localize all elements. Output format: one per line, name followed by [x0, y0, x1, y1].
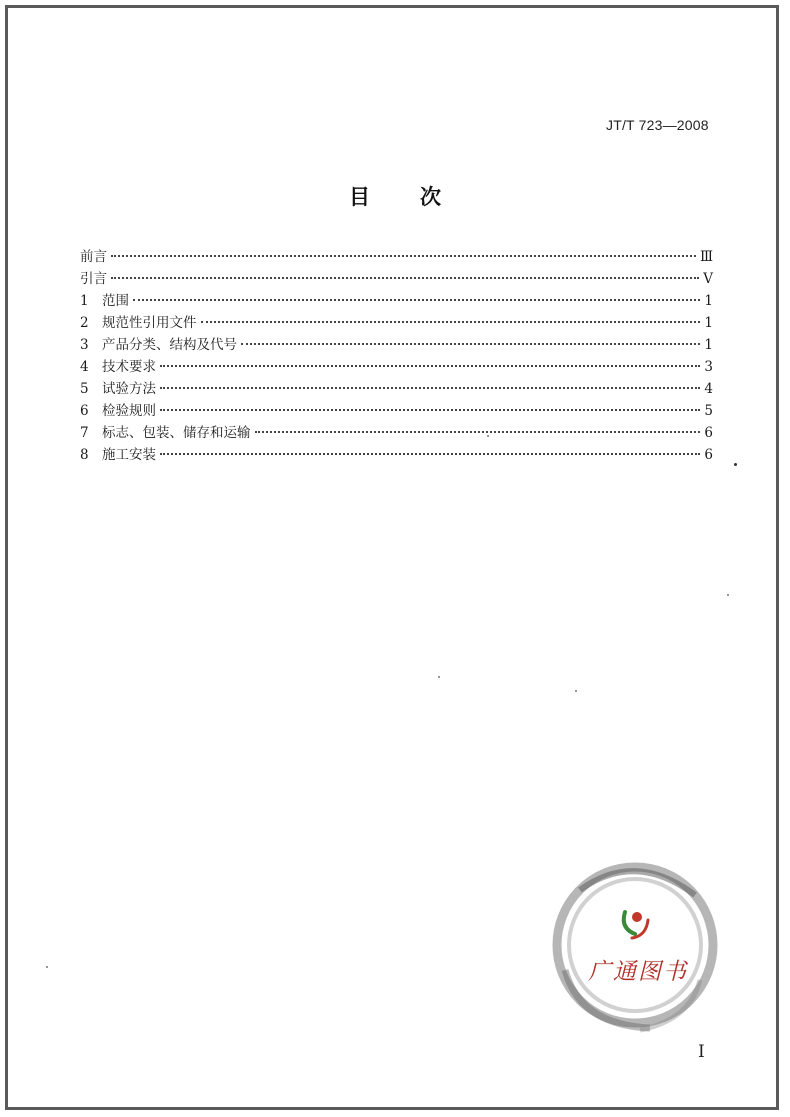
- toc-leader: [160, 409, 700, 411]
- toc-leader: [111, 277, 699, 279]
- toc-leader: [241, 343, 700, 345]
- toc-number: 2: [80, 315, 89, 331]
- scan-speck: [727, 594, 729, 596]
- toc-entry[interactable]: [80, 334, 713, 356]
- toc-page: 1: [704, 293, 713, 309]
- toc-entry[interactable]: [80, 246, 713, 268]
- watermark-logo: [540, 850, 730, 1040]
- toc-label: 前言: [80, 249, 107, 265]
- scan-speck: [487, 435, 489, 437]
- toc-number: 6: [80, 403, 89, 419]
- toc-entry[interactable]: [80, 356, 713, 378]
- toc-label: 试验方法: [102, 381, 156, 397]
- toc-page: 6: [704, 425, 713, 441]
- toc-label: 产品分类、结构及代号: [102, 337, 237, 353]
- title-char-2: 次: [420, 185, 441, 209]
- page-number: I: [698, 1042, 705, 1062]
- scan-speck: [575, 690, 577, 692]
- toc-label: 标志、包装、储存和运输: [102, 425, 251, 441]
- toc-entry[interactable]: [80, 422, 713, 444]
- toc-label: 检验规则: [102, 403, 156, 419]
- toc-page: Ⅲ: [699, 249, 713, 265]
- toc-label: 施工安装: [102, 447, 156, 463]
- toc-number: 5: [80, 381, 89, 397]
- toc-number: 8: [80, 447, 89, 463]
- toc-page: 6: [704, 447, 713, 463]
- toc-number: 3: [80, 337, 89, 353]
- standard-number: JT/T 723—2008: [606, 117, 709, 133]
- toc-entry[interactable]: [80, 268, 713, 290]
- toc-leader: [160, 387, 700, 389]
- toc-page: 5: [704, 403, 713, 419]
- toc-entry[interactable]: [80, 378, 713, 400]
- toc-page: 3: [704, 359, 713, 375]
- toc-entry[interactable]: [80, 444, 713, 466]
- toc-page: 4: [704, 381, 713, 397]
- watermark-stamp: [540, 850, 730, 1040]
- toc-number: 1: [80, 293, 89, 309]
- toc-leader: [201, 321, 701, 323]
- toc-entry[interactable]: [80, 400, 713, 422]
- scan-speck: [46, 966, 48, 968]
- title-char-1: 目: [349, 185, 370, 209]
- toc-entry[interactable]: [80, 312, 713, 334]
- toc-leader: [160, 453, 700, 455]
- toc-page: 1: [704, 315, 713, 331]
- watermark-text: 广通图书: [588, 959, 688, 985]
- toc-leader: [255, 431, 701, 433]
- toc-leader: [160, 365, 700, 367]
- toc-page: 1: [704, 337, 713, 353]
- toc-label: 规范性引用文件: [102, 315, 197, 331]
- page-title: [0, 181, 790, 211]
- scan-speck: [734, 463, 737, 466]
- toc-page: Ⅴ: [703, 271, 713, 287]
- toc-label: 范围: [102, 293, 129, 309]
- toc-leader: [111, 255, 696, 257]
- table-of-contents: [80, 246, 713, 466]
- toc-number: 7: [80, 425, 89, 441]
- toc-label: 引言: [80, 271, 107, 287]
- scan-speck: [438, 676, 440, 678]
- toc-number: 4: [80, 359, 89, 375]
- toc-entry[interactable]: [80, 290, 713, 312]
- toc-leader: [133, 299, 700, 301]
- toc-label: 技术要求: [102, 359, 156, 375]
